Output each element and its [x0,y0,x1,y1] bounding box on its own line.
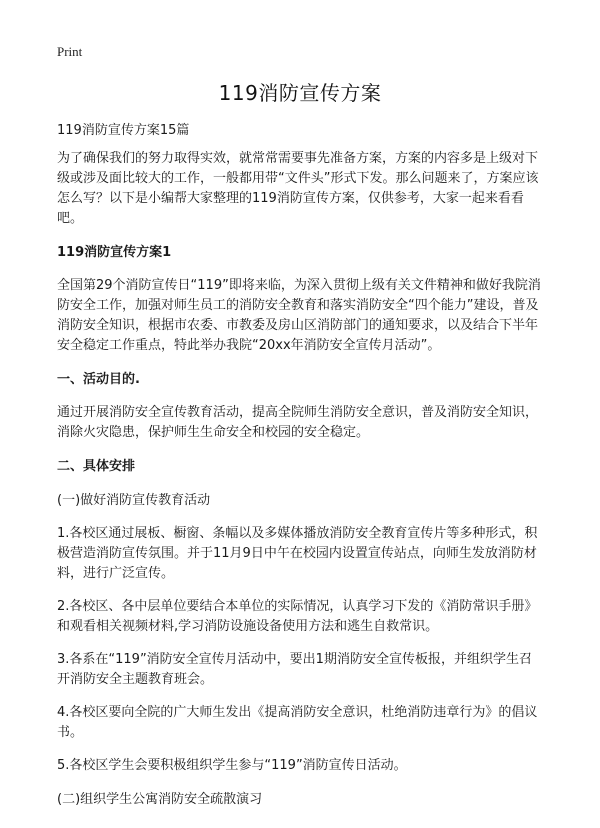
subsection-heading-1: (一)做好消防宣传教育活动 [57,493,211,508]
page-title: 119消防宣传方案 [218,81,382,105]
intro-paragraph: 为了确保我们的努力取得实效，就常常需要事先准备方案，方案的内容多是上级对下级或涉及面比较大的工作，一般都用带“文件头”形式下发。那么问题来了，方案应该怎么写？以下是小编帮大家整理的119消防宣传方案，仅供参考，大家一起来看看吧。 [57,151,539,226]
subsection-heading-2: (二)组织学生公寓消防安全疏散演习 [57,792,263,807]
section-paragraph: 全国第29个消防宣传日“119”即将来临，为深入贯彻上级有关文件精神和做好我院消防安全工作，加强对师生员工的消防安全教育和落实消防安全“四个能力”建设，普及消防安全知识，根据市农委、市教委及房山区消防部门的通知要求，以及结合下半年安全稳定工作重点，特此举办我院“20xx年消防安全宣传月活动”。 [57,278,541,353]
purpose-heading: 一、活动目的. [57,372,140,387]
print-link[interactable]: Print [57,44,83,59]
arrangement-heading: 二、具体安排 [57,459,136,474]
section-heading: 119消防宣传方案1 [57,245,172,260]
purpose-paragraph: 通过开展消防安全宣传教育活动，提高全院师生消防安全意识，普及消防安全知识，消除火灾隐患，保护师生生命安全和校园的安全稳定。 [57,405,539,440]
document-subtitle: 119消防宣传方案15篇 [57,123,190,138]
list-item: 2.各校区、各中层单位要结合本单位的实际情况，认真学习下发的《消防常识手册》和观看相关视频材料,学习消防设施设备使用方法和逃生自救常识。 [57,599,538,634]
list-item: 3.各系在“119”消防安全宣传月活动中，要出1期消防安全宣传板报，并组织学生召开消防安全主题教育班会。 [57,652,532,687]
list-item: 1.各校区通过展板、橱窗、条幅以及多媒体播放消防安全教育宣传片等多种形式，积极营造消防宣传氛围。并于11月9日中午在校园内设置宣传站点，向师生发放消防材料，进行广泛宣传。 [57,526,538,581]
list-item: 5.各校区学生会要积极组织学生参与“119”消防宣传日活动。 [57,758,407,773]
document-body [57,122,543,810]
list-item: 4.各校区要向全院的广大师生发出《提高消防安全意识，杜绝消防违章行为》的倡议书。 [57,705,538,740]
